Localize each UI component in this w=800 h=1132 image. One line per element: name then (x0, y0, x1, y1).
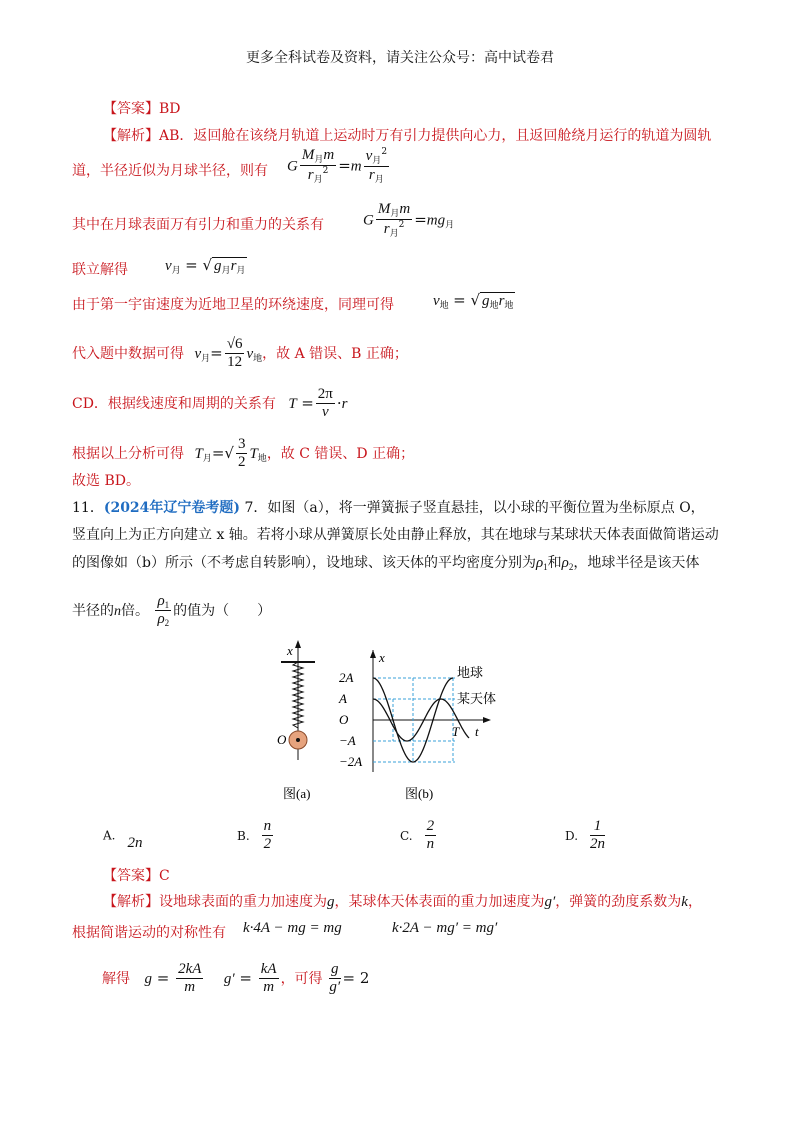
q11-line2: 竖直向上为正方向建立 x 轴。若将小球从弹簧原长处由静止释放，其在地球与某球状天体表面做简谐运动 (72, 527, 719, 543)
option-fraction (425, 818, 437, 854)
line8-prefix: 根据以上分析可得 (72, 445, 184, 462)
q11-line3-c: ，地球半径是该天体 (573, 555, 700, 571)
q11-line4-a: 半径的 (72, 602, 114, 619)
q11-line3 (72, 552, 699, 572)
analysis-solve-label: 解得 (102, 970, 130, 987)
fig-b-tick-label: O (339, 712, 349, 727)
fig-b-period: T (452, 724, 460, 739)
q11-line4 (72, 593, 271, 629)
fig-b-t-arrow (483, 717, 491, 723)
option-a[interactable] (103, 818, 144, 853)
option-numerator: 2 (425, 818, 437, 836)
option-denominator: n (426, 836, 435, 853)
fig-b-tick-label: A (339, 691, 347, 706)
q11-line3-a: 的图像如（b）所示（不考虑自转影响），设地球、该天体的平均密度分别为 (72, 555, 536, 571)
fig-a-arrow (295, 640, 301, 648)
formula-T-ratio: $T_月=√$ $\frac{3}{2}$ $T_地$ (194, 436, 267, 471)
option-letter: A. (103, 828, 116, 843)
formula-v-earth: $v_地$ = √ $g_地r_地$ (433, 291, 514, 311)
formula-gravity-weight: G $\frac{M_月m}{r_月^2}$ $=mg_月$ (363, 201, 455, 240)
q10-analysis-line4: 联立解得 (72, 262, 128, 278)
q10-analysis-line7 (72, 386, 347, 422)
option-letter: D. (565, 828, 579, 843)
q10-analysis-line5: 由于第一宇宙速度为近地卫星的环绕速度，同理可得 (72, 297, 394, 313)
q10-analysis-line9: 故选 BD。 (72, 473, 140, 489)
line7-text: CD．根据线速度和周期的关系有 (72, 395, 276, 412)
fig-b-x-arrow (370, 650, 376, 658)
symbol-k: k (681, 894, 688, 910)
answer-label: 【答案】 (103, 868, 159, 884)
option-d[interactable] (565, 818, 607, 854)
rho2-symbol: $\rho_2$ (561, 555, 574, 572)
answer-value: C (159, 868, 170, 884)
option-b[interactable] (237, 818, 275, 854)
option-letter: C. (400, 828, 413, 843)
legend-body: 某天体 (457, 691, 497, 706)
line6-prefix: 代入题中数据可得 (72, 345, 184, 362)
option-numerator: n (262, 818, 274, 836)
rho1-symbol: $\rho_1$ (535, 555, 548, 572)
analysis-text-a: 设地球表面的重力加速度为 (159, 894, 327, 910)
option-fraction (262, 818, 274, 854)
formula-body-symmetry: k·2A − mg′ = mg′ (392, 920, 498, 936)
line8-suffix: ，故 C 错误、D 正确； (266, 445, 415, 462)
q11-analysis-line2: 根据简谐运动的对称性有 (72, 925, 226, 941)
formula-rho-ratio: $\frac{\rho_1}{\rho_2}$ (157, 593, 170, 629)
symbol-g: g (327, 894, 335, 910)
line6-suffix: ，故 A 错误、B 正确； (262, 345, 408, 362)
fig-a-ball-center (296, 738, 300, 742)
option-c[interactable] (400, 818, 438, 854)
q11-figure (265, 640, 525, 805)
fig-a-caption: 图(a) (283, 786, 311, 801)
option-denominator: 2n (127, 835, 143, 852)
formula-g-prime: g′ = $\frac{kA}{m}$ (223, 961, 277, 996)
q10-analysis-line1 (103, 125, 711, 145)
analysis-text-c: ，弹簧的劲度系数为 (555, 894, 682, 910)
q11-line1 (72, 497, 705, 517)
q10-analysis-line2: 道，半径近似为月球半径，则有 (72, 163, 268, 179)
fig-b-t-label: t (475, 724, 479, 739)
q10-analysis-line3: 其中在月球表面万有引力和重力的关系有 (72, 217, 324, 233)
fig-b-tick-label: −A (339, 733, 356, 748)
analysis-text-b: ，某球体天体表面的重力加速度为 (334, 894, 545, 910)
figure-a (277, 640, 315, 801)
formula-v-ratio: $v_月=$ $\frac{√6}{12}$ $v_地$ (194, 336, 263, 371)
analysis-text: AB．返回舱在该绕月轨道上运动时万有引力提供向心力，且返回舱绕月运行的轨道为圆轨 (159, 128, 712, 144)
answer-value: BD (159, 101, 181, 117)
option-denominator: 2 (263, 836, 272, 853)
answer-label: 【答案】 (103, 101, 159, 117)
option-denominator: 2n (590, 836, 606, 853)
page-header: 更多全科试卷及资料，请关注公众号：高中试卷君 (246, 50, 554, 66)
q11-n: n (114, 603, 121, 619)
legend-earth: 地球 (457, 665, 484, 680)
formula-earth-symmetry: k·4A − mg = mg (243, 920, 342, 936)
q11-analysis-line3 (102, 961, 369, 997)
analysis-result-label: ，可得 (280, 970, 323, 987)
q11-line4-d: 的值为（ ） (173, 602, 272, 619)
formula-g-ratio: $\frac{g}{g'}$ = 2 (329, 961, 370, 996)
q10-analysis-line6 (72, 336, 408, 372)
symbol-g-prime: g′ (544, 894, 556, 910)
q10-analysis-line8 (72, 436, 414, 472)
q11-source: (2024年辽宁卷考题) (103, 500, 241, 516)
option-fraction (590, 818, 605, 854)
option-fraction (127, 818, 142, 853)
q11-analysis-line1: 【解析】设地球表面的重力加速度为g，某球体天体表面的重力加速度为g′，弹簧的劲度系数为k， (103, 894, 702, 910)
formula-v-moon: $v_月$ = √ $g_月r_月$ (165, 256, 246, 276)
fig-b-caption: 图(b) (405, 786, 434, 801)
formula-period: T = $\frac{2\pi}{v}$ ·r (288, 386, 348, 421)
formula-gravity-centripetal: G $\frac{M_月m}{r_月^2}$ =m $\frac{v_月^2}{r_月}$ (287, 147, 388, 186)
option-letter: B. (237, 828, 250, 843)
analysis-label: 【解析】 (103, 128, 159, 144)
fig-b-x-label: x (379, 650, 385, 665)
q11-line3-b: 和 (547, 555, 562, 571)
option-numerator: 1 (590, 818, 605, 836)
q10-answer (103, 98, 181, 118)
option-numerator (127, 818, 142, 835)
formula-g: g = $\frac{2kA}{m}$ (144, 961, 202, 996)
fig-b-tick-label: 2A (339, 670, 354, 685)
q11-line1-text: 7．如图（a），将一弹簧振子竖直悬挂，以小球的平衡位置为坐标原点 O， (244, 500, 705, 516)
q11-line4-c: 倍。 (121, 602, 149, 619)
figure-b (338, 650, 496, 801)
q11-number: 11． (72, 500, 104, 516)
fig-a-origin: O (277, 732, 287, 747)
q11-answer (103, 865, 170, 885)
fig-a-x-label: x (287, 643, 293, 658)
fig-b-tick-label: −2A (339, 754, 363, 769)
analysis-label: 【解析】 (103, 894, 159, 910)
